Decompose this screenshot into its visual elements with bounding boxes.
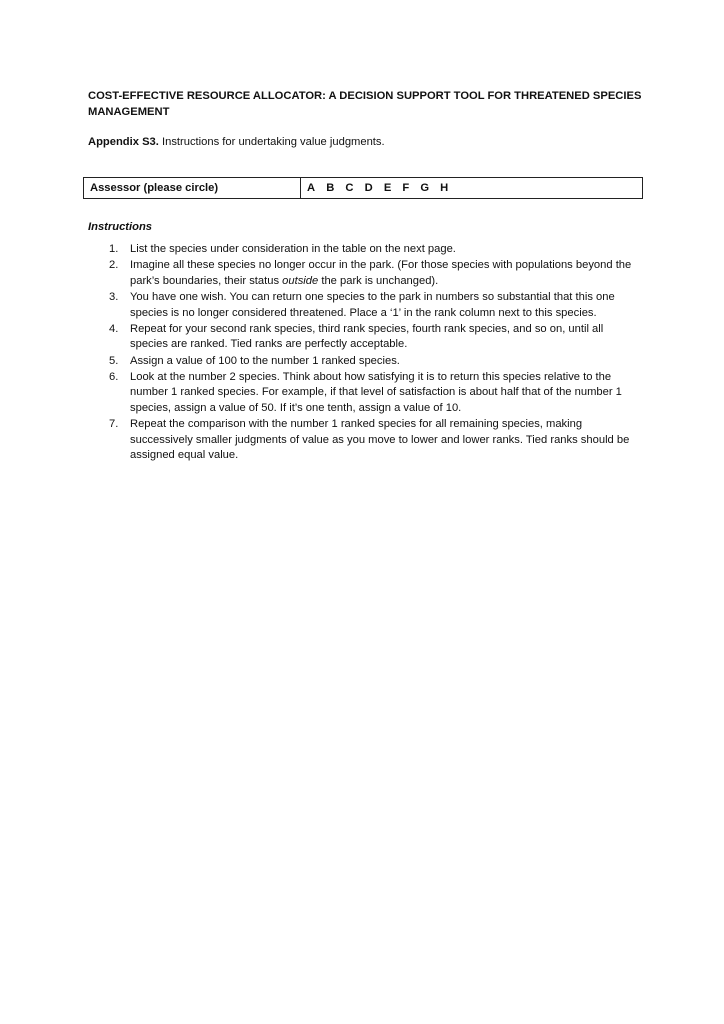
instructions-heading: Instructions	[88, 221, 153, 233]
step-number: 7.	[109, 418, 119, 431]
instructions-list	[88, 242, 644, 464]
instruction-step	[88, 354, 644, 370]
appendix-caption	[88, 134, 644, 150]
instruction-step	[88, 290, 644, 321]
step-text-end: the park is unchanged).	[318, 274, 439, 287]
assessor-label: Assessor (please circle)	[84, 178, 301, 199]
step-text: You have one wish. You can return one species to the park in numbers so substantial that this one species is no longer considered threatened. Place a ‘1’ in the rank column next to this species.	[130, 290, 615, 319]
instruction-step	[88, 322, 644, 353]
step-text: Look at the number 2 species. Think about how satisfying it is to return this species relative to the number 1 ranked species. For example, if that level of satisfaction is about half that of the number 1 species, assign a value of 50. If it’s one tenth, assign a value of 10.	[130, 370, 622, 414]
assessor-table	[83, 177, 643, 199]
step-emphasis: outside	[282, 274, 319, 287]
assessor-option-g[interactable]: G	[420, 182, 430, 194]
document-title: COST-EFFECTIVE RESOURCE ALLOCATOR: A DECISION SUPPORT TOOL FOR THREATENED SPECIES MANAGEMENT	[88, 90, 642, 118]
step-number: 1.	[109, 243, 119, 255]
step-number: 3.	[109, 290, 119, 303]
appendix-text: Instructions for undertaking value judgments.	[158, 136, 385, 148]
step-number: 4.	[109, 322, 119, 335]
instruction-step	[88, 242, 644, 258]
assessor-options	[301, 178, 643, 199]
step-text: Repeat the comparison with the number 1 ranked species for all remaining species, making successively smaller judgments of value as you move to lower and lower ranks. Tied ranks should be assigned equal value.	[130, 418, 630, 462]
step-text: Assign a value of 100 to the number 1 ranked species.	[130, 354, 400, 367]
assessor-option-f[interactable]: F	[402, 182, 410, 194]
appendix-label: Appendix S3.	[88, 136, 159, 148]
step-text: List the species under consideration in the table on the next page.	[130, 243, 456, 255]
assessor-option-c[interactable]: C	[345, 182, 354, 194]
step-text: Repeat for your second rank species, third rank species, fourth rank species, and so on, until all species are ranked. Tied ranks are perfectly acceptable.	[130, 322, 604, 351]
assessor-option-a[interactable]: A	[307, 182, 316, 194]
assessor-option-e[interactable]: E	[383, 182, 392, 194]
instruction-step	[88, 258, 644, 289]
step-number: 6.	[109, 370, 119, 383]
instruction-step	[88, 417, 644, 464]
instruction-step	[88, 370, 644, 417]
step-number: 2.	[109, 259, 119, 272]
step-number: 5.	[109, 354, 119, 367]
assessor-option-d[interactable]: D	[364, 182, 373, 194]
assessor-option-h[interactable]: H	[440, 182, 449, 194]
step-text: Imagine all these species no longer occur in the park. (For those species with populations beyond the park’s boundaries, their status	[130, 259, 632, 287]
assessor-option-b[interactable]: B	[326, 182, 335, 194]
